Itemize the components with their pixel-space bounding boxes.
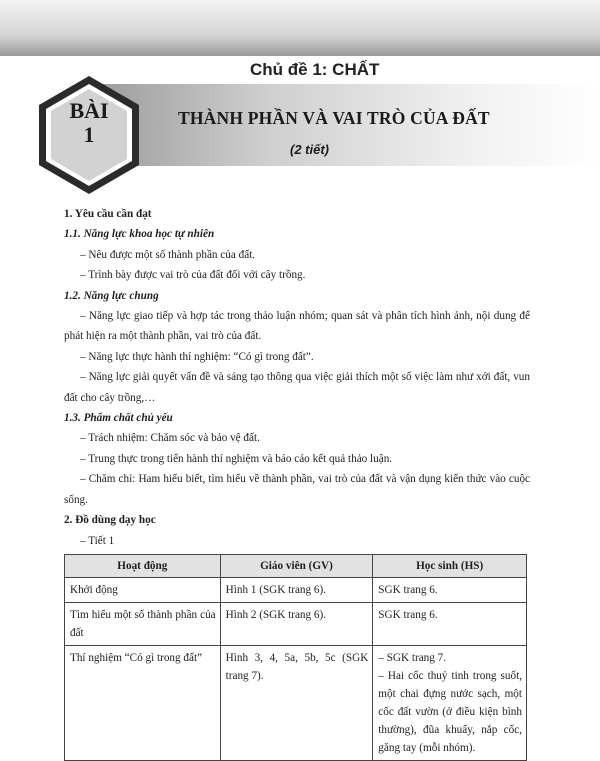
table-row: [65, 602, 527, 645]
table-cell: – SGK trang 7. – Hai cốc thuỷ tinh trong suốt, một chai đựng nước sạch, một cốc đất vườn (ở điều kiện bình thường), đũa khuấy, nắp cốc, găng tay (mỗi nhóm).: [373, 645, 527, 760]
subsection-heading-general: 1.2. Năng lực chung: [64, 289, 159, 302]
lesson-number: 1: [83, 122, 95, 147]
lesson-number-label: [36, 99, 142, 147]
main-content: [64, 204, 530, 761]
list-item: – Năng lực thực hành thí nghiệm: “Có gì trong đất”.: [80, 350, 314, 363]
table-row: [65, 577, 527, 602]
list-item: – Năng lực giải quyết vấn đề và sáng tạo thông qua việc giải thích một số việc làm như xới đất, vun đất cho cây trồng,…: [64, 371, 530, 404]
table-row: [65, 645, 527, 760]
table-cell: Tìm hiểu một số thành phần của đất: [65, 602, 221, 645]
table-cell: Hình 2 (SGK trang 6).: [220, 602, 373, 645]
list-item: – Trách nhiệm: Chăm sóc và bảo vệ đất.: [80, 432, 260, 445]
lesson-duration: (2 tiết): [290, 142, 329, 157]
topic-title: Chủ đề 1: CHẤT: [250, 60, 380, 79]
list-item: – Trung thực trong tiến hành thí nghiệm và báo cáo kết quả thảo luận.: [80, 452, 393, 465]
section-heading-requirements: 1. Yêu cầu cần đạt: [64, 208, 152, 220]
table-cell: SGK trang 6.: [373, 577, 527, 602]
table-cell: Thí nghiệm “Có gì trong đất”: [65, 645, 221, 760]
top-decorative-band: [0, 0, 600, 62]
lesson-title: THÀNH PHẦN VÀ VAI TRÒ CỦA ĐẤT: [178, 108, 490, 128]
column-header-teacher: Giáo viên (GV): [220, 554, 373, 577]
list-item: – Nêu được một số thành phần của đất.: [80, 248, 256, 261]
subsection-heading-qualities: 1.3. Phẩm chất chủ yếu: [64, 412, 173, 425]
table-cell: Hình 3, 4, 5a, 5b, 5c (SGK trang 7).: [220, 645, 373, 760]
table-cell: SGK trang 6.: [373, 602, 527, 645]
column-header-activity: Hoạt động: [65, 554, 221, 577]
period-label: – Tiết 1: [80, 534, 115, 547]
list-item: – Chăm chỉ: Ham hiểu biết, tìm hiểu về thành phần, vai trò của đất và vận dụng kiến thức vào cuộc sống.: [64, 473, 530, 506]
list-item: – Trình bày được vai trò của đất đối với cây trồng.: [80, 269, 306, 282]
section-heading-materials: 2. Đồ dùng dạy học: [64, 514, 156, 527]
table-cell: Khởi động: [65, 577, 221, 602]
table-header-row: [65, 554, 527, 577]
table-cell: Hình 1 (SGK trang 6).: [220, 577, 373, 602]
subsection-heading-science: 1.1. Năng lực khoa học tự nhiên: [64, 228, 215, 241]
lesson-word: BÀI: [69, 98, 109, 123]
column-header-student: Học sinh (HS): [373, 554, 527, 577]
list-item: – Năng lực giao tiếp và hợp tác trong thảo luận nhóm; quan sát và phân tích hình ảnh, nội dung để phát hiện ra một thành phần, vai trò của đất.: [64, 310, 530, 343]
materials-table: [64, 554, 527, 761]
